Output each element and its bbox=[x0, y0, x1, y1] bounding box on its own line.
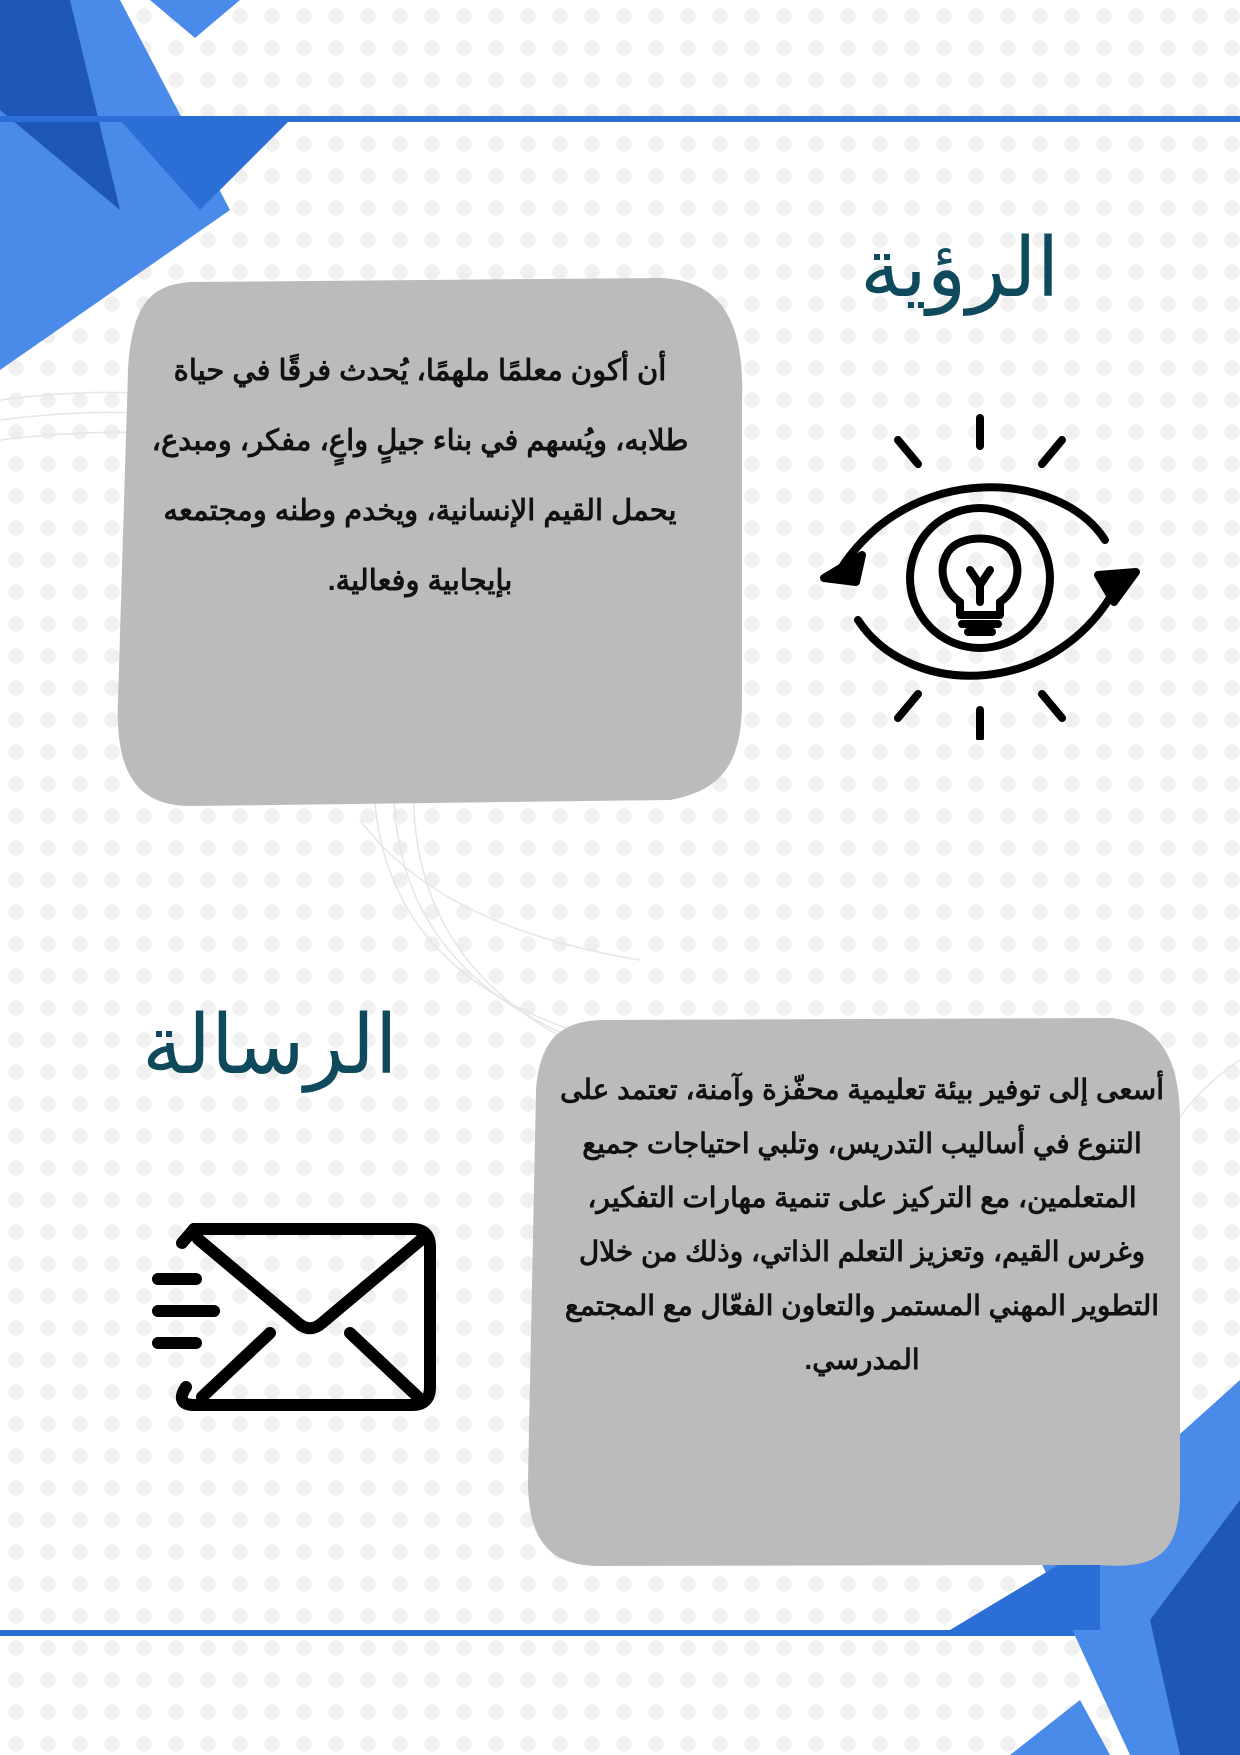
top-rule bbox=[0, 116, 1240, 122]
bottom-rule bbox=[0, 1630, 1240, 1636]
top-triangle bbox=[150, 0, 240, 38]
eye-lightbulb-icon bbox=[810, 410, 1150, 740]
vision-title: الرؤية bbox=[860, 221, 1060, 316]
bottom-triangle bbox=[1010, 1700, 1110, 1755]
mission-title: الرسالة bbox=[142, 998, 398, 1093]
envelope-send-icon bbox=[150, 1215, 440, 1415]
vision-text: أن أكون معلمًا ملهمًا، يُحدث فرقًا في حياة طلابه، ويُسهم في بناء جيلٍ واعٍ، مفكر، ومبدع، يحمل القيم الإنسانية، ويخدم وطنه ومجتمعه بإيجابية وفعالية. bbox=[151, 355, 689, 597]
mission-text: أسعى إلى توفير بيئة تعليمية محفّزة وآمنة، تعتمد على التنوع في أساليب التدريس، وتلبي احتياجات جميع المتعلمين، مع التركيز على تنمية مهارات التفكير، وغرس القيم، وتعزيز التعلم الذاتي، وذلك من خلال التطوير المهني المستمر والتعاون الفعّال مع المجتمع المدرسي. bbox=[560, 1074, 1164, 1375]
